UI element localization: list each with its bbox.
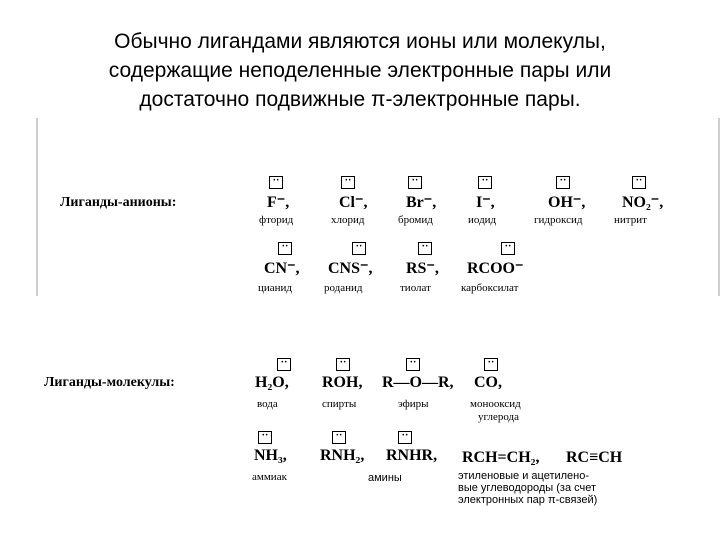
- electron-pair-box: ··: [398, 431, 412, 444]
- ligand-name: эфиры: [398, 398, 429, 410]
- formula: RNHR,: [386, 447, 438, 464]
- electron-pair-box: ··: [406, 358, 420, 371]
- electron-pair-box: ··: [341, 176, 355, 189]
- formula: CN⁻,: [264, 260, 300, 277]
- formula: RCOO⁻: [467, 260, 524, 277]
- electron-pair-box: ··: [556, 176, 570, 189]
- anion-ligands-figure: [36, 118, 720, 306]
- electron-pair-box: ··: [478, 176, 492, 189]
- electron-pair-box: ··: [352, 242, 366, 255]
- electron-pair-box: ··: [501, 242, 515, 255]
- electron-pair-box: ··: [336, 358, 350, 371]
- formula: NH₃,: [254, 447, 287, 464]
- ligand-name: тиолат: [400, 282, 431, 294]
- formula: RC≡CH: [566, 449, 623, 466]
- pi-note-line-2: вые углеводороды (за счет: [458, 482, 597, 494]
- ligand-name: спирты: [322, 398, 357, 410]
- formula: OH⁻,: [548, 194, 586, 211]
- formula: Br⁻,: [406, 194, 437, 211]
- formula: H₂O,: [255, 374, 289, 391]
- pi-note-line-1: этиленовые и ацетилено-: [458, 470, 590, 482]
- ligand-name: фторид: [259, 214, 294, 226]
- formula: CO,: [474, 374, 502, 391]
- ligand-name: гидроксид: [534, 214, 583, 226]
- amines-name: амины: [368, 472, 402, 484]
- molecule-ligands-figure: [30, 296, 720, 518]
- electron-pair-box: ··: [632, 176, 646, 189]
- electron-pair-box: ··: [408, 176, 422, 189]
- formula: ROH,: [322, 374, 363, 391]
- ligand-name: иодид: [468, 214, 497, 226]
- electron-pair-box: ··: [332, 431, 346, 444]
- slide-title: [20, 27, 700, 114]
- scan-edge: [36, 118, 38, 306]
- electron-pair-box: ··: [258, 431, 272, 444]
- electron-pair-box: ··: [278, 242, 292, 255]
- formula: RNH₂,: [320, 447, 365, 464]
- title-line-3: достаточно подвижные π-электронные пары.: [139, 88, 581, 111]
- ligand-name: аммиак: [252, 471, 287, 483]
- formula: RS⁻,: [406, 260, 439, 277]
- ligand-name: нитрит: [614, 214, 647, 226]
- ligand-name: цианид: [258, 282, 293, 294]
- title-line-2: содержащие неподеленные электронные пары или: [108, 59, 612, 82]
- electron-pair-box: ··: [269, 176, 283, 189]
- formula: RCH=CH₂,: [462, 449, 540, 466]
- formula: Cl⁻,: [339, 194, 368, 211]
- pi-ligands-note: [458, 470, 597, 506]
- electron-pair-box: ··: [277, 358, 291, 371]
- pi-note-line-3: электронных пар π-связей): [458, 494, 598, 506]
- formula: NO₂⁻,: [622, 194, 664, 211]
- ligand-name: карбоксилат: [461, 282, 519, 294]
- formula: F⁻,: [267, 194, 290, 211]
- anion-ligands-label: Лиганды-анионы:: [60, 195, 177, 210]
- title-line-1: Обычно лигандами являются ионы или молекулы,: [114, 30, 606, 53]
- electron-pair-box: ··: [484, 358, 498, 371]
- electron-pair-box: ··: [418, 242, 432, 255]
- formula: R—O—R,: [382, 374, 454, 391]
- ligand-name-line2: углерода: [478, 411, 519, 423]
- formula: I⁻,: [476, 194, 495, 211]
- ligand-name: хлорид: [331, 214, 365, 226]
- ligand-name: вода: [257, 398, 278, 410]
- ligand-name: роданид: [324, 282, 363, 294]
- ligand-name: монооксид: [470, 398, 521, 410]
- formula: CNS⁻,: [328, 260, 373, 277]
- ligand-name: бромид: [398, 214, 433, 226]
- molecule-ligands-label: Лиганды-молекулы:: [44, 375, 175, 390]
